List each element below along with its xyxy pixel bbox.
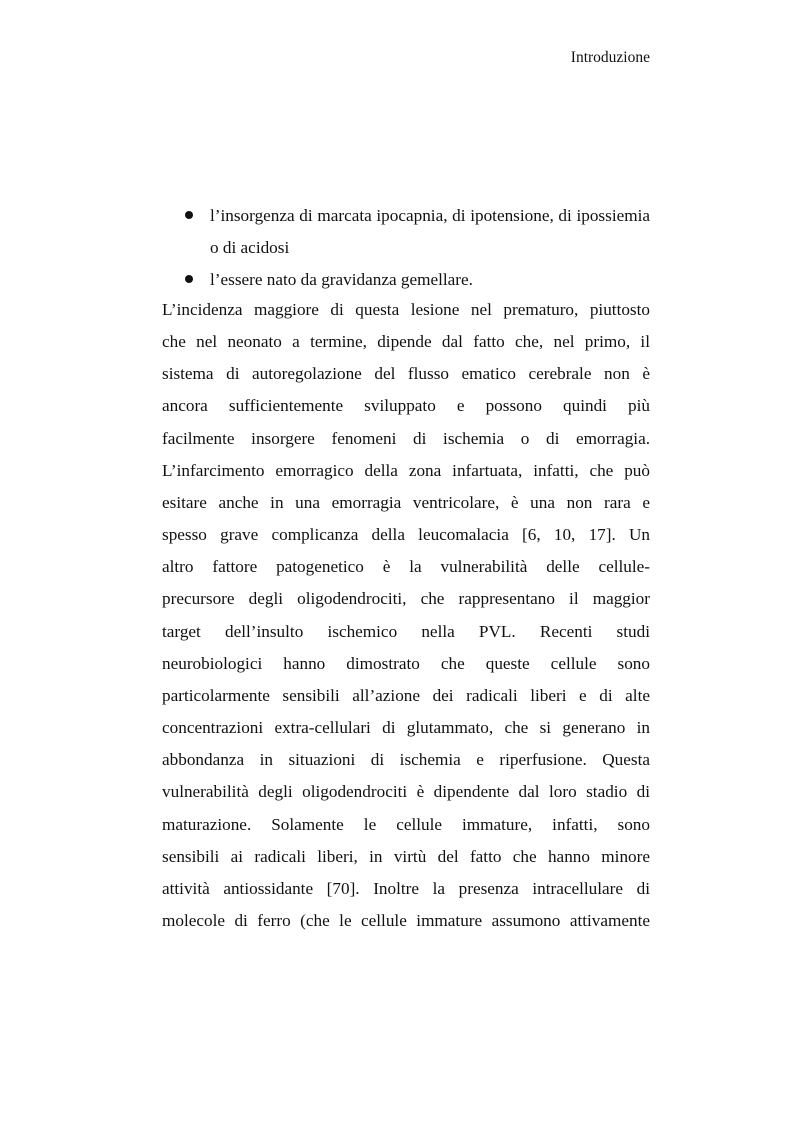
text-line: neurobiologici hanno dimostrato che queste cellule sono (162, 653, 650, 673)
bullet-dot-icon (185, 211, 193, 219)
body-paragraph (162, 294, 650, 937)
text-line: facilmente insorgere fenomeni di ischemia o di emorragia. (162, 428, 650, 448)
bullet-item (162, 264, 650, 296)
bullet-dot-icon (185, 275, 193, 283)
bullet-text: l’insorgenza di marcata ipocapnia, di ipotensione, di ipossiemia o di acidosi (210, 206, 650, 257)
text-line: ancora sufficientemente sviluppato e possono quindi più (162, 396, 650, 416)
text-line: maturazione. Solamente le cellule immature, infatti, sono (162, 814, 650, 834)
text-line: spesso grave complicanza della leucomalacia [6, 10, 17]. Un (162, 525, 650, 545)
text-line: target dell’insulto ischemico nella PVL. Recenti studi (162, 621, 650, 641)
text-line: concentrazioni extra-cellulari di glutammato, che si generano in (162, 718, 650, 738)
text-line: sistema di autoregolazione del flusso ematico cerebrale non è (162, 364, 650, 384)
text-line: attività antiossidante [70]. Inoltre la presenza intracellulare di (162, 878, 650, 898)
running-header: Introduzione (570, 49, 650, 66)
text-line: che nel neonato a termine, dipende dal fatto che, nel primo, il (162, 332, 650, 352)
text-line: altro fattore patogenetico è la vulnerabilità delle cellule- (162, 557, 650, 577)
bullet-list (162, 200, 650, 296)
text-line: molecole di ferro (che le cellule immature assumono attivamente (162, 910, 650, 930)
text-line: L’incidenza maggiore di questa lesione nel prematuro, piuttosto (162, 300, 650, 319)
bullet-text: l’essere nato da gravidanza gemellare. (210, 270, 473, 289)
text-line: particolarmente sensibili all’azione dei radicali liberi e di alte (162, 685, 650, 705)
text-line: esitare anche in una emorragia ventricolare, è una non rara e (162, 492, 650, 512)
text-line: sensibili ai radicali liberi, in virtù del fatto che hanno minore (162, 846, 650, 866)
bullet-item (162, 200, 650, 264)
text-line: L’infarcimento emorragico della zona infartuata, infatti, che può (162, 460, 650, 480)
text-line: abbondanza in situazioni di ischemia e riperfusione. Questa (162, 750, 650, 770)
text-line: precursore degli oligodendrociti, che rappresentano il maggior (162, 589, 650, 609)
text-line: vulnerabilità degli oligodendrociti è dipendente dal loro stadio di (162, 782, 650, 802)
